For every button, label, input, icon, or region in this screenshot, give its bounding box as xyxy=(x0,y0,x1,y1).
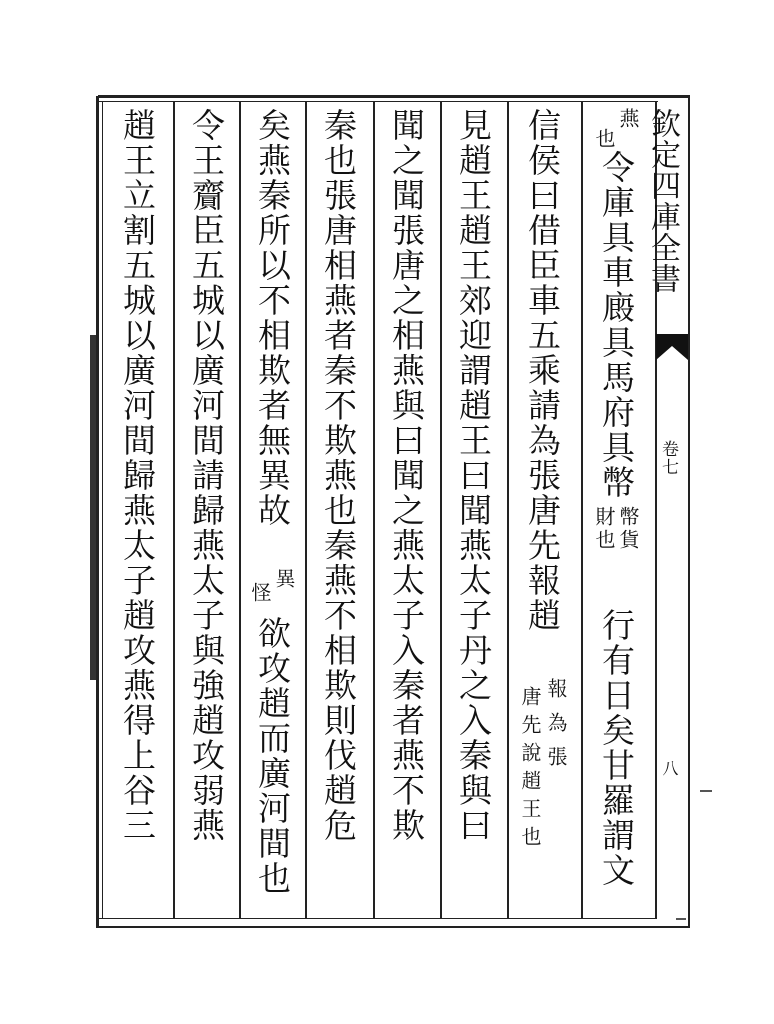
column-divider xyxy=(507,101,509,919)
main-text: 令王齎臣五城以廣河間請歸燕太子與強趙攻弱燕 xyxy=(187,108,226,843)
book-title: 欽定四庫全書 xyxy=(645,108,680,294)
annotation-line: 異 xyxy=(272,568,296,591)
outer-border-left xyxy=(96,96,99,928)
text-column-2 xyxy=(510,108,580,914)
main-text: 行有日矣甘羅謂文 xyxy=(597,608,636,888)
text-column-6 xyxy=(242,108,306,914)
page-number: 八 xyxy=(660,760,679,776)
main-text: 趙王立割五城以廣河間歸燕太子趙攻燕得上谷三 xyxy=(118,108,157,843)
column-divider xyxy=(581,101,583,919)
main-text: 聞之聞張唐之相燕與曰聞之燕太子入秦者燕不欺 xyxy=(387,108,426,843)
text-column-3 xyxy=(443,108,507,914)
annotation-line: 唐先說趙王也 xyxy=(518,686,542,854)
outer-border-bottom xyxy=(96,926,690,928)
text-column-5 xyxy=(308,108,372,914)
juan-number: 卷七 xyxy=(658,440,678,476)
text-column-4 xyxy=(376,108,440,914)
inner-border-bottom xyxy=(96,918,656,919)
inner-border-left xyxy=(102,101,103,919)
column-divider xyxy=(440,101,442,919)
main-text: 見趙王趙王郊迎謂趙王曰聞燕太子丹之入秦與曰 xyxy=(454,108,493,843)
annotation-line: 財也 xyxy=(592,506,616,552)
annotation-line: 怪 xyxy=(248,582,272,605)
fish-tail-mark-icon xyxy=(656,334,688,360)
fold-line-right xyxy=(688,95,690,928)
text-column-7 xyxy=(176,108,240,914)
scan-speck xyxy=(676,918,686,920)
column-divider xyxy=(373,101,375,919)
text-column-8 xyxy=(105,108,172,914)
annotation-line: 報為張 xyxy=(544,678,568,780)
main-text: 欲攻趙而廣河間也 xyxy=(253,616,292,896)
outer-border-top xyxy=(98,95,690,98)
ink-smudge-left xyxy=(90,335,96,680)
column-divider xyxy=(173,101,175,919)
inner-border-top xyxy=(98,101,658,102)
main-text: 秦也張唐相燕者秦不欺燕也秦燕不相欺則伐趙危 xyxy=(319,108,358,843)
scan-speck xyxy=(700,790,712,792)
main-text: 令庫具車廄具馬府具幣 xyxy=(597,150,636,500)
annotation-line: 也 xyxy=(592,128,616,151)
text-column-1 xyxy=(584,108,654,914)
main-text: 信侯曰借臣車五乘請為張唐先報趙 xyxy=(523,108,562,633)
main-text: 矣燕秦所以不相欺者無異故 xyxy=(253,108,292,528)
annotation-line: 幣貨 xyxy=(616,506,640,552)
annotation-line: 燕 xyxy=(616,108,640,131)
